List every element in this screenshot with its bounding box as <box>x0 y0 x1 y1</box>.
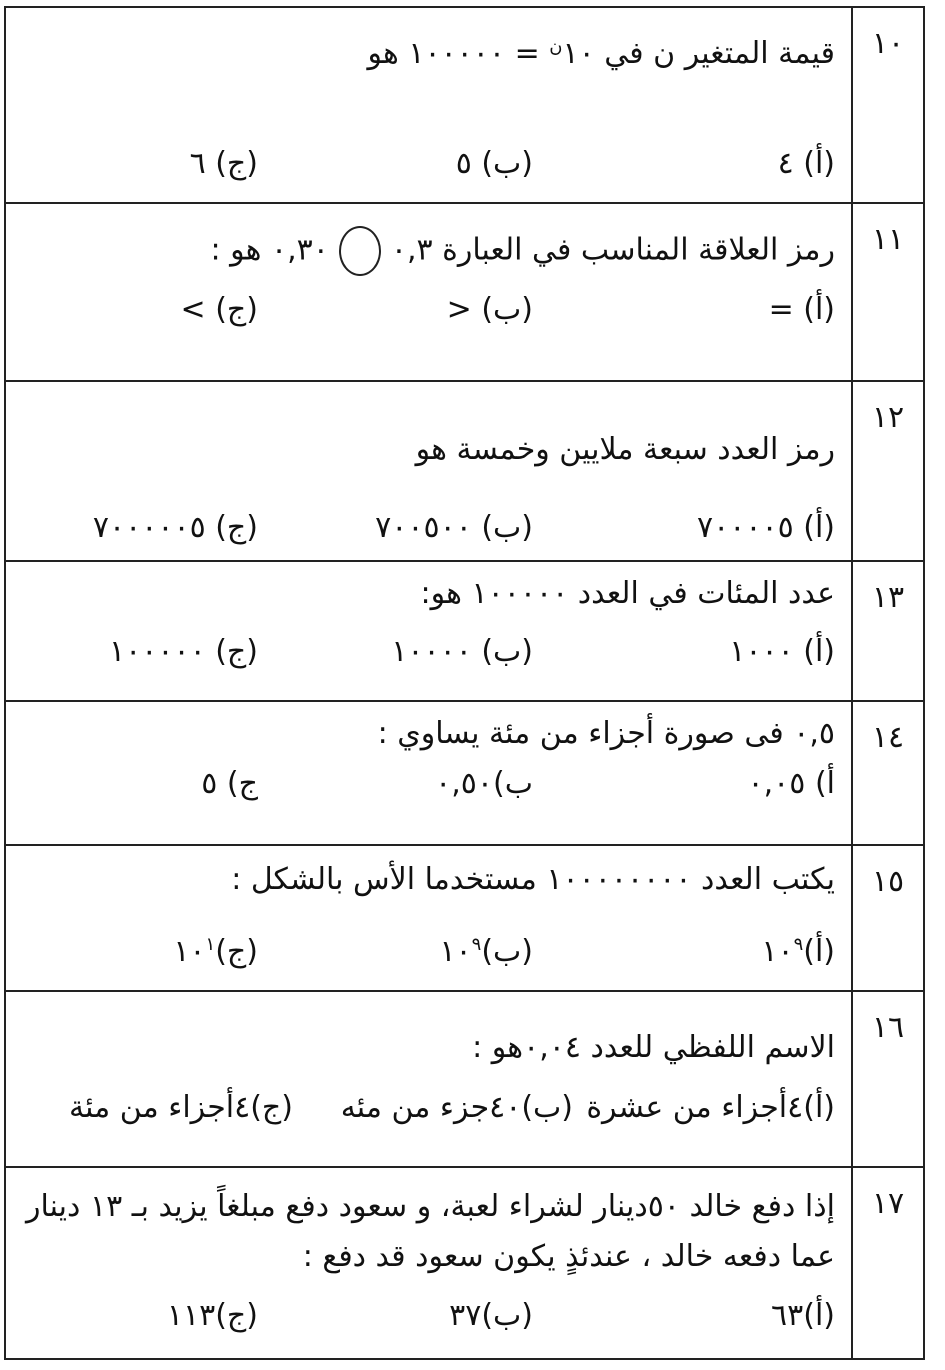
option-label: (ج)١٠ <box>173 934 258 969</box>
option-c[interactable]: (ج) ١٠٠٠٠٠ <box>109 634 258 669</box>
relation-blank-circle[interactable] <box>339 226 381 276</box>
option-c[interactable]: (ج) ٦ <box>189 146 258 181</box>
question-text: عدد المئات في العدد ١٠٠٠٠٠ هو: <box>420 576 835 611</box>
question-prefix: رمز العلاقة المناسب في العبارة ٠,٣ <box>390 232 835 268</box>
option-a[interactable]: أ) ٠,٠٥ <box>747 766 835 801</box>
option-c[interactable]: (ج) ٧٠٠٠٠٠٥ <box>92 510 258 545</box>
option-a[interactable]: (أ)٦٣ <box>771 1298 835 1333</box>
question-row <box>6 8 923 204</box>
option-c[interactable] <box>173 934 258 969</box>
option-c[interactable]: (ج) > <box>180 292 258 327</box>
option-b[interactable]: (ب) ٥ <box>455 146 533 181</box>
option-b[interactable]: (ب) < <box>446 292 533 327</box>
question-row <box>6 382 923 562</box>
option-c[interactable]: ج) ٥ <box>201 766 258 801</box>
question-table <box>4 6 925 1360</box>
exponent: ٩ <box>471 934 482 955</box>
question-number: ١٠ <box>871 26 905 61</box>
question-text: رمز العدد سبعة ملايين وخمسة هو <box>415 432 835 467</box>
question-prefix: قيمة المتغير ن في ١٠ <box>562 36 835 71</box>
option-b[interactable]: (ب) ٧٠٠٥٠٠ <box>375 510 533 545</box>
option-b[interactable] <box>439 934 533 969</box>
option-a[interactable]: (أ) ٤ <box>777 146 835 181</box>
option-a[interactable]: (أ) = <box>768 292 835 327</box>
option-b[interactable]: (ب) ١٠٠٠٠ <box>391 634 533 669</box>
question-text <box>210 226 835 276</box>
exponent: ١ <box>205 934 216 955</box>
question-text <box>367 36 835 71</box>
exponent: ٩ <box>793 934 804 955</box>
question-text: يكتب العدد ١٠٠٠٠٠٠٠٠ مستخدما الأس بالشكل : <box>231 862 835 897</box>
question-number: ١١ <box>871 222 905 257</box>
option-label: (ب)١٠ <box>439 934 533 969</box>
question-number: ١٣ <box>871 580 905 615</box>
option-a[interactable]: (أ)٤أجزاء من عشرة <box>586 1090 835 1125</box>
question-text: الاسم اللفظي للعدد ٠,٠٤هو : <box>472 1030 835 1065</box>
question-row <box>6 702 923 846</box>
option-label: (أ)١٠ <box>761 934 835 969</box>
option-b[interactable]: (ب)٣٧ <box>449 1298 533 1333</box>
question-number: ١٦ <box>871 1010 905 1045</box>
option-b[interactable]: ب)٠,٥٠ <box>435 766 533 801</box>
option-a[interactable]: (أ) ٧٠٠٠٠٥ <box>697 510 835 545</box>
question-text: إذا دفع خالد ٥٠دينار لشراء لعبة، و سعود دفع مبلغاً يزيد بـ ١٣ دينار عما دفعه خالد ، عندئذٍ يكون سعود قد دفع : <box>26 1189 835 1274</box>
question-text: ٠,٥ فى صورة أجزاء من مئة يساوي : <box>377 716 835 751</box>
question-suffix: = ١٠٠٠٠٠ هو <box>367 36 550 71</box>
exponent: ن <box>549 36 563 57</box>
question-row <box>6 1168 923 1362</box>
option-b[interactable]: (ب)٤٠جزء من مئه <box>340 1090 573 1125</box>
option-c[interactable]: (ج)٤أجزاء من مئة <box>69 1090 293 1125</box>
question-row <box>6 562 923 702</box>
option-c[interactable]: (ج)١١٣ <box>166 1298 258 1333</box>
question-number: ١٧ <box>871 1186 905 1221</box>
question-number: ١٤ <box>871 720 905 755</box>
option-a[interactable] <box>761 934 835 969</box>
question-number: ١٥ <box>871 864 905 899</box>
question-row <box>6 204 923 382</box>
option-a[interactable]: (أ) ١٠٠٠ <box>729 634 835 669</box>
question-row <box>6 846 923 992</box>
question-number: ١٢ <box>871 400 905 435</box>
question-suffix: ٠,٣٠ هو : <box>210 232 329 268</box>
question-row <box>6 992 923 1168</box>
